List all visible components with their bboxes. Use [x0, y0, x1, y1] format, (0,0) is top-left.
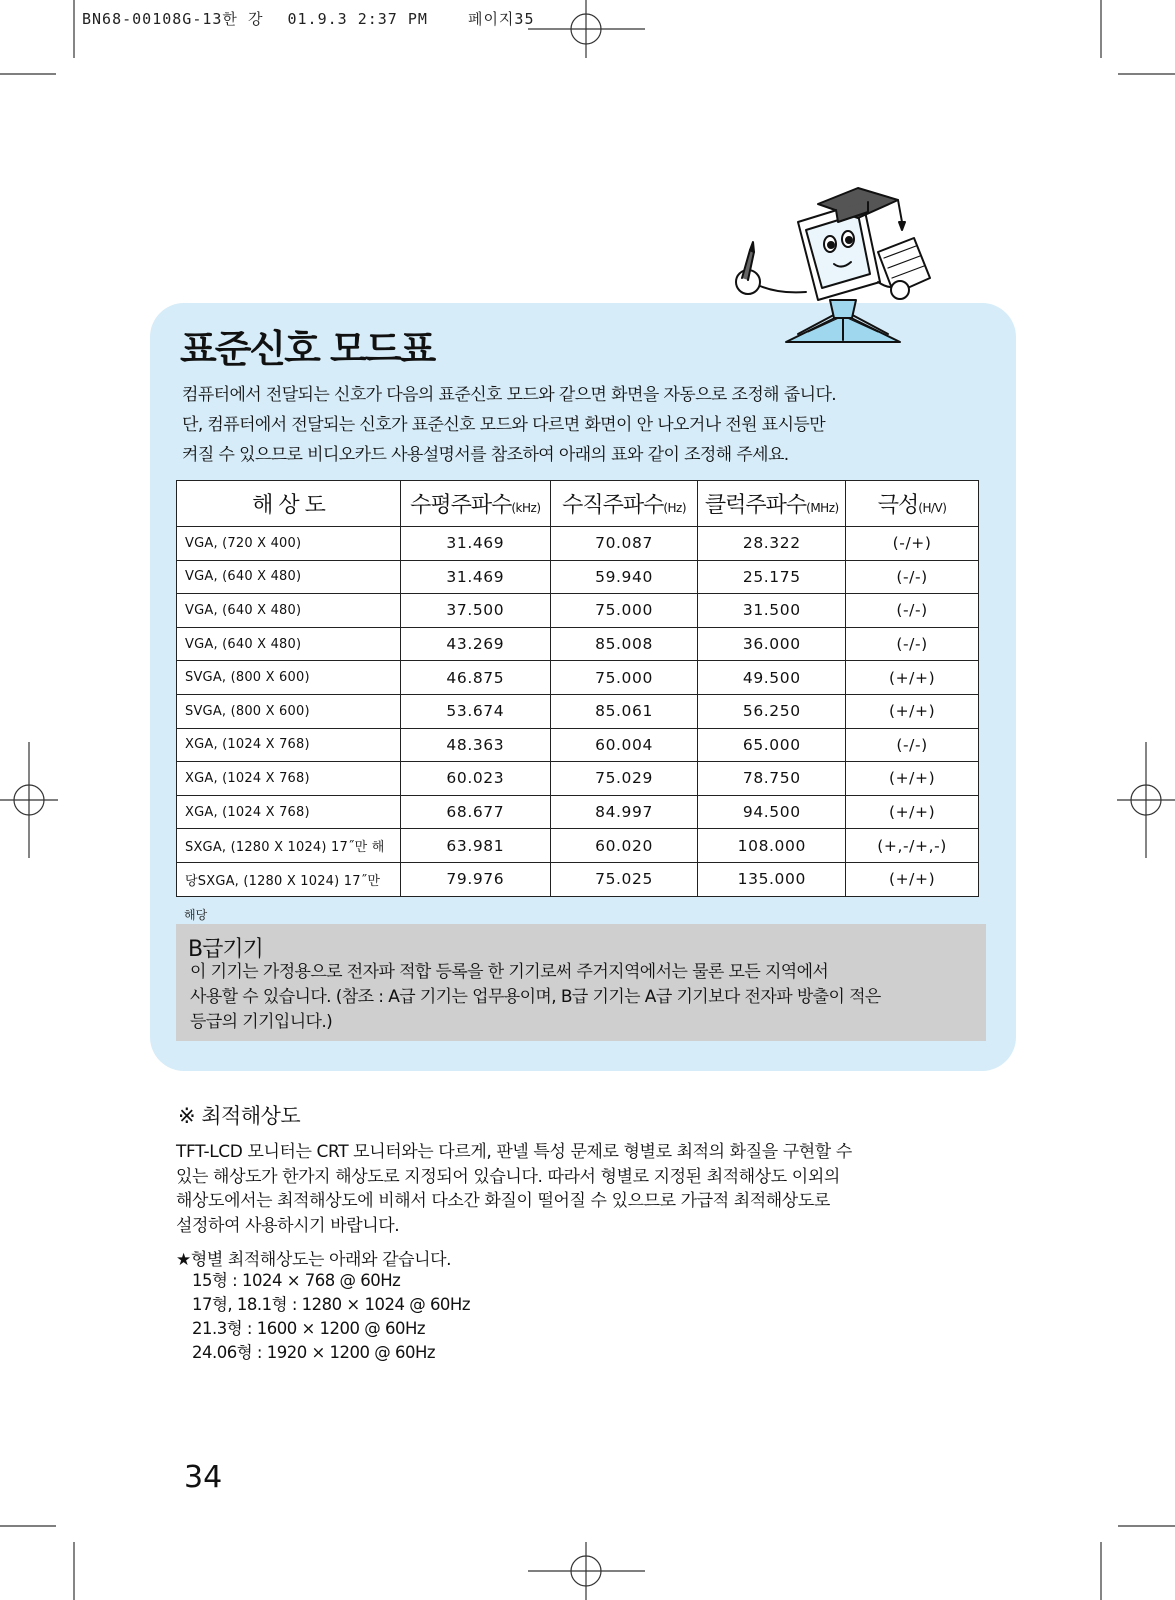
- column-header-vertical-frequency: 수직주파수(Hz): [550, 481, 698, 527]
- cell-vertical: 75.025: [550, 862, 698, 896]
- table-overflow-text: 해당: [184, 908, 208, 922]
- optimal-spec-title: ★형별 최적해상도는 아래와 같습니다.: [176, 1250, 452, 1270]
- page-title: 표준신호 모드표: [180, 327, 435, 371]
- notice-line: 사용할 수 있습니다. (참조 : A급 기기는 업무용이며, B급 기기는 A급 기기보다 전자파 방출이 적은: [190, 987, 881, 1007]
- cell-polarity: (+/+): [846, 795, 979, 829]
- print-datetime: 01.9.3 2:37 PM: [287, 10, 428, 28]
- cell-clock: 49.500: [698, 661, 846, 695]
- cell-vertical: 75.000: [550, 594, 698, 628]
- monitor-mascot-icon: [718, 182, 968, 352]
- table-row: [177, 762, 979, 796]
- cell-clock: 31.500: [698, 594, 846, 628]
- cell-horizontal: 43.269: [400, 627, 550, 661]
- cell-polarity: (+/+): [846, 862, 979, 896]
- optimal-resolution-title: ※ 최적해상도: [178, 1104, 301, 1128]
- cell-polarity: (+/+): [846, 694, 979, 728]
- cell-polarity: (+,-/+,-): [846, 829, 979, 863]
- spec-item: 21.3형 : 1600 × 1200 @ 60Hz: [192, 1319, 426, 1338]
- cell-horizontal: 63.981: [400, 829, 550, 863]
- cell-clock: 56.250: [698, 694, 846, 728]
- spec-item: 17형, 18.1형 : 1280 × 1024 @ 60Hz: [192, 1295, 471, 1314]
- cell-resolution: VGA, (720 X 400): [177, 527, 401, 561]
- optimal-resolution-body: [176, 1140, 852, 1238]
- cell-vertical: 75.000: [550, 661, 698, 695]
- cell-polarity: (-/-): [846, 627, 979, 661]
- table-row: [177, 661, 979, 695]
- cell-vertical: 60.020: [550, 829, 698, 863]
- intro-line: 켜질 수 있으므로 비디오카드 사용설명서를 참조하여 아래의 표와 같이 조정해 주세요.: [182, 445, 789, 465]
- table-row: [177, 829, 979, 863]
- column-header-resolution: 해 상 도: [177, 481, 401, 527]
- class-b-notice-body: [190, 960, 881, 1035]
- cell-polarity: (+/+): [846, 762, 979, 796]
- cell-vertical: 85.061: [550, 694, 698, 728]
- optimal-spec-list: [192, 1269, 470, 1365]
- cell-vertical: 85.008: [550, 627, 698, 661]
- table-row: [177, 527, 979, 561]
- body-line: TFT-LCD 모니터는 CRT 모니터와는 다르게, 판넬 특성 문제로 형별로 최적의 화질을 구현할 수: [176, 1142, 852, 1162]
- cell-resolution: SVGA, (800 X 600): [177, 661, 401, 695]
- cell-resolution: 당SXGA, (1280 X 1024) 17˝만: [177, 862, 401, 896]
- cell-horizontal: 79.976: [400, 862, 550, 896]
- body-line: 해상도에서는 최적해상도에 비해서 다소간 화질이 떨어질 수 있으므로 가급적 최적해상도로: [176, 1191, 830, 1211]
- cell-horizontal: 68.677: [400, 795, 550, 829]
- cell-vertical: 84.997: [550, 795, 698, 829]
- spec-item: 15형 : 1024 × 768 @ 60Hz: [192, 1271, 401, 1290]
- cell-clock: 25.175: [698, 560, 846, 594]
- cell-vertical: 59.940: [550, 560, 698, 594]
- print-job: BN68-00108G-13한 강: [82, 10, 264, 28]
- cell-clock: 65.000: [698, 728, 846, 762]
- column-header-horizontal-frequency: 수평주파수(kHz): [400, 481, 550, 527]
- cell-horizontal: 48.363: [400, 728, 550, 762]
- page-number: 34: [184, 1460, 223, 1495]
- cell-horizontal: 31.469: [400, 527, 550, 561]
- cell-resolution: VGA, (640 X 480): [177, 627, 401, 661]
- cell-horizontal: 53.674: [400, 694, 550, 728]
- cell-horizontal: 37.500: [400, 594, 550, 628]
- cell-resolution: SXGA, (1280 X 1024) 17˝만 해: [177, 829, 401, 863]
- spec-item: 24.06형 : 1920 × 1200 @ 60Hz: [192, 1343, 436, 1362]
- cell-horizontal: 46.875: [400, 661, 550, 695]
- intro-text: [182, 380, 972, 470]
- table-row: [177, 795, 979, 829]
- column-header-clock-frequency: 클럭주파수(MHz): [698, 481, 846, 527]
- intro-line: 컴퓨터에서 전달되는 신호가 다음의 표준신호 모드와 같으면 화면을 자동으로 조정해 줍니다.: [182, 385, 837, 405]
- cell-resolution: SVGA, (800 X 600): [177, 694, 401, 728]
- table-row: [177, 728, 979, 762]
- print-page: 페이지35: [467, 10, 535, 28]
- cell-polarity: (-/-): [846, 728, 979, 762]
- cell-polarity: (+/+): [846, 661, 979, 695]
- cell-polarity: (-/-): [846, 594, 979, 628]
- cell-clock: 36.000: [698, 627, 846, 661]
- notice-line: 등급의 기기입니다.): [190, 1012, 333, 1032]
- cell-clock: 108.000: [698, 829, 846, 863]
- cell-resolution: XGA, (1024 X 768): [177, 728, 401, 762]
- cell-polarity: (-/-): [846, 560, 979, 594]
- cell-resolution: VGA, (640 X 480): [177, 594, 401, 628]
- body-line: 있는 해상도가 한가지 해상도로 지정되어 있습니다. 따라서 형별로 지정된 최적해상도 이외의: [176, 1166, 840, 1187]
- signal-mode-table: [176, 480, 979, 897]
- cell-clock: 28.322: [698, 527, 846, 561]
- table-row: [177, 594, 979, 628]
- table-header-row: [177, 481, 979, 527]
- body-line: 설정하여 사용하시기 바랍니다.: [176, 1215, 400, 1236]
- cell-vertical: 60.004: [550, 728, 698, 762]
- cell-resolution: XGA, (1024 X 768): [177, 795, 401, 829]
- cell-clock: 94.500: [698, 795, 846, 829]
- class-b-notice-title: B급기기: [188, 937, 263, 962]
- cell-horizontal: 60.023: [400, 762, 550, 796]
- table-row: [177, 862, 979, 896]
- cell-polarity: (-/+): [846, 527, 979, 561]
- intro-line: 단, 컴퓨터에서 전달되는 신호가 표준신호 모드와 다르면 화면이 안 나오거나 전원 표시등만: [182, 415, 826, 435]
- table-row: [177, 560, 979, 594]
- table-row: [177, 694, 979, 728]
- cell-clock: 135.000: [698, 862, 846, 896]
- cell-clock: 78.750: [698, 762, 846, 796]
- table-row: [177, 627, 979, 661]
- cell-horizontal: 31.469: [400, 560, 550, 594]
- notice-line: 이 기기는 가정용으로 전자파 적합 등록을 한 기기로써 주거지역에서는 물론 모든 지역에서: [190, 962, 829, 982]
- cell-resolution: VGA, (640 X 480): [177, 560, 401, 594]
- cell-vertical: 75.029: [550, 762, 698, 796]
- cell-vertical: 70.087: [550, 527, 698, 561]
- column-header-polarity: 극성(H/V): [846, 481, 979, 527]
- cell-resolution: XGA, (1024 X 768): [177, 762, 401, 796]
